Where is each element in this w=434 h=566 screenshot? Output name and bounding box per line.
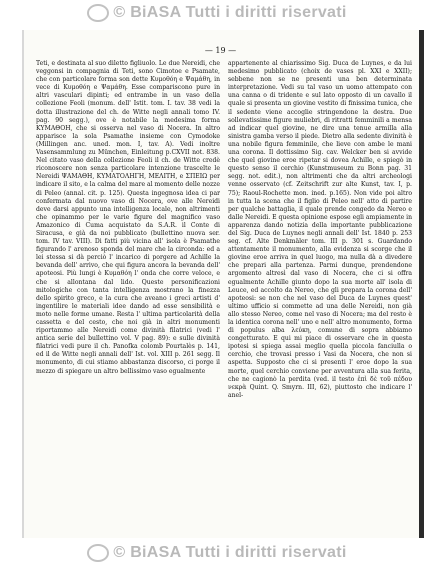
biasa-logo-icon bbox=[87, 4, 109, 22]
biasa-logo-icon bbox=[87, 544, 109, 562]
watermark-text-bottom: © BiASA Tutti i diritti riservati bbox=[113, 544, 347, 561]
text-columns bbox=[36, 60, 412, 530]
page-left-edge bbox=[22, 30, 24, 538]
scanned-page bbox=[22, 30, 424, 538]
watermark-bottom bbox=[0, 540, 434, 566]
watermark-text-top: © BiASA Tutti i diritti riservati bbox=[113, 4, 347, 21]
left-column-text: Teti, e destinata al suo diletto figliuolo. Le due Nereidi, che veggonsi in compagnia di Teti, sono Cimotoe e Psamate, che con particolare forma son dette Κυμοθόη e Ψαμάθη, in vece di Κυμοθόη e Ψαμάθη. Esse compariscono pure in altri vasculari dipinti; ed entrambe in un vaso della collezione Feoli (monum. dell' Istit. tom. I. tav. 38 vedi la dotta illustrazione del ch. de Witte negli annali tomo IV. pag. 90 segg.), ove è notabile la medesima forma ΚΥΜΑΘΟΗ, che si osserva nel vaso di Nocera. In altro apparisce la sola Psamathe insieme con Cymodoke (Millingen anc. uned. mon. I, tav. A). Vedi inoltre Vasensammlung zu München, Einleitung p.CXVII not. 838. Nel citato vaso della collezione Feoli il ch. de Witte credè riconoscere non senza particolare intenzione trascelte le Nereidi ΨΑΜΑΘΗ, ΚΥΜΑΤΟΛΗΓΗ, ΜΕΛΙΤΗ, e ΣΠΕΙΩ per indicare il sito, e la calma del mare al momento delle nozze di Peleo (annal. cit. p. 125). Questa ingegnosa idea ci par confermata dal nuovo vaso di Nocera, ove alle Nereidi deve darsi appunto una intelligenza locale, non altrimenti che opinammo per le varie figure del magnifico vaso Amazonico di Cuma acquistato da S.A.R. il Conte di Siracusa, e già da noi pubblicato (bullettino nuova ser. tom. IV tav. VIII). Di fatti più vicina all' isola è Psamathe figurando l' arenoso sponda del mare che la circonda: ed a lei stessa si dà perciò l' incarico di porgere ad Achille la bevanda dell' arrivo, che qui figura ancora la bevanda dell' apoteosi. Più lungi è Κυμαθόη l' onda che corre veloce, e che si allontana dal lido. Queste personificazioni mitologiche con tanta intelligenza mostrano la finezza dello spirito greco, e la cura che aveano i greci artisti d' ingentilire le materiali idee dando ad esse sensibilità e moto nelle forme umane. Resta l' ultima particolarità della cassetta e del cesto, che noi già in altri monumenti riportammo alle Nereidi come divinità filatrici (vedi l' antica serie del bullettino vol. V pag. 89): e sulle divinità filatrici vedi pure il ch. Panofka colomb Pourtalès p. 141, ed il de Witte negli annali dell' Ist. vol. XIII p. 261 segg. Il monumento, di cui stiamo abbastanza discorso, ci porge il mezzo di spiegare un altro bellissimo vaso egualmente bbox=[36, 60, 220, 375]
watermark-top bbox=[0, 0, 434, 26]
page-number: — 19 — bbox=[204, 46, 237, 55]
right-column-text: appartenente al chiarissimo Sig. Duca de Luynes, e da lui medesimo pubblicato (choix de vases pl. XXI e XXII); sebbene non se ne presenti una ben determinata interpretazione. Vedi su tal vaso un uomo attempato con una canna o di tridente e sul lato opposto di un cavallo il quale si presenta un giovine vestito di finissima tunica, che il sedente viene accoglie stringendone la destra. Due sollevatissime figure muliebri, di ritratti femminili a mensa ad indicar quel giovine, ne dire una tenue armilla alla sinistra gamba verso il piede. Dietro alla sedente divinità è una nobile figura femminile, che lieve con ambe le mani una corona. Il dottissimo Sig. cav. Welcker ben si avvide che quel giovine eroe ripetar si dovea Achille, e spiegò in questo senso il cerchio (Kunstmuseum zu Bonn pag. 31 segg. not. edit.), non altrimenti che da altri archeologi venne osservato (cf. Zeitschrift zur alte Kunst, tav. I, p. 75); Raoul-Rochette mon. ined. p.165). Non vide poi altro in tutta la scena che il figlio di Peleo nell' atto di partire per qualche battaglia, il quale prende congedo da Nereo e dalle Nereidi. E questa opinione espose egli ampiamente in apparenza dando notizia della importante pubblicazione del Sig. Duca de Luynes negli annali dell' Ist. 1840 p. 253 seg. cf. Alte Denkmäler tom. III p. 301 s. Guardando attentamente il monumento, alla evidenza si scorge che il giovine eroe arriva in quel luogo, ma nulla dà a divedere che prepari alla partenza. Parmi dunque, prendendone argomento altresì dal vaso di Nocera, che ci si offra egualmente Achille giunto dopo la sua morte all' isola di Leuce, ed accolto da Nereo, che gli prepara la corona dell' apoteosi: se non che nel vaso del Duca de Luynes quest' ultimo ufficio si commette ad una delle Nereidi, non già allo stesso Nereo, come nel vaso di Nocera; ma del resto è la identica corona nell' uno e nell' altro monumento, forma di populus alba λεύκη, comune di sopra abbiamo congetturato. E qui mi piace di osservare che in questa ipotesi si spiega assai meglio quella piccola fanciulla o cerchio, che trovasi presso i Vasi da Nocera, che non si aspetta. Supposto che ci si presenti l' eroe dopo la sua morte, quel cerchio conviene per avventura alla sua ferita, che ne cagionò la perdita (ved. il testo ἐπὶ δὲ τοῦ πέδου νεκρὰ Quint. Q. Smyrn. III, 62), piuttosto che indicare l' anel- bbox=[228, 60, 412, 399]
